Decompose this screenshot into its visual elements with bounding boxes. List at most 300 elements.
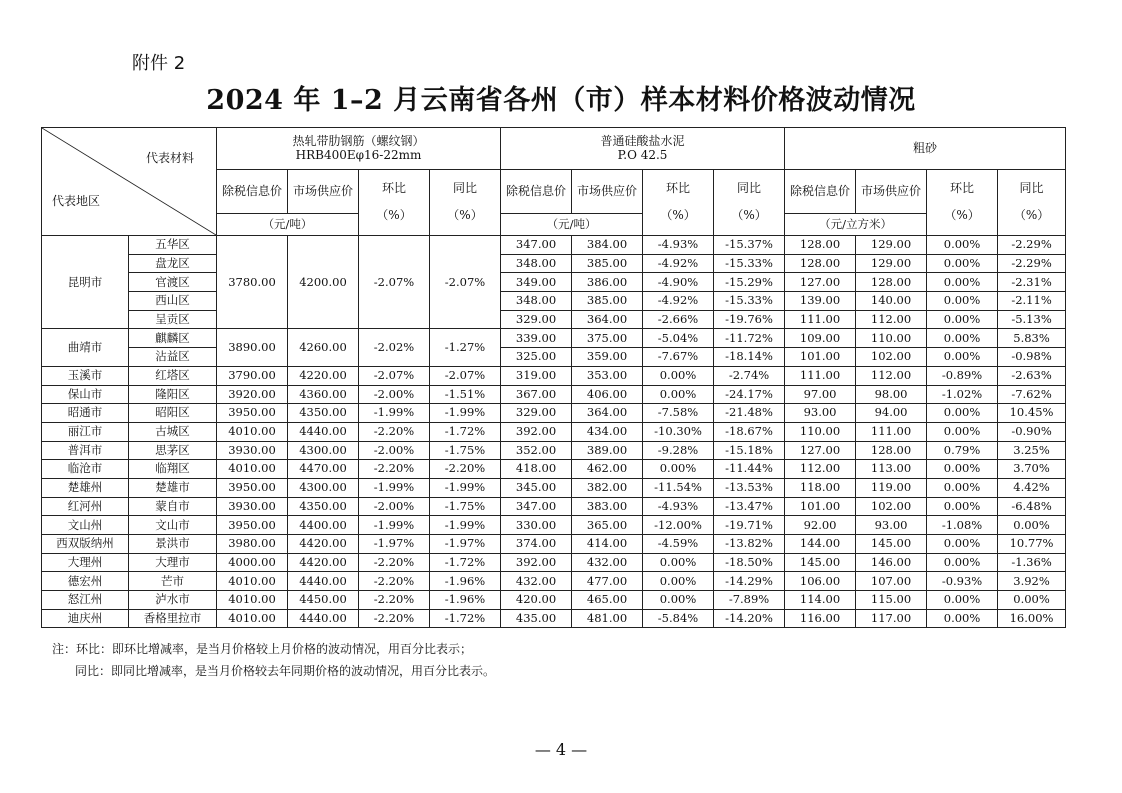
- cell-district: 芒市: [129, 572, 217, 591]
- cell-city: 丽江市: [42, 422, 129, 441]
- cell-steel-tax-excl: 3780.00: [217, 236, 288, 329]
- cell-city: 文山州: [42, 516, 129, 535]
- cell-steel-yoy: -1.51%: [430, 385, 501, 404]
- cell-cement-mom: 0.00%: [643, 460, 714, 479]
- cell-cement-tax-excl: 330.00: [501, 516, 572, 535]
- cell-steel-mom: -2.20%: [359, 591, 430, 610]
- cell-cement-market: 432.00: [572, 553, 643, 572]
- col-tax-excl-sand: 除税信息价: [785, 170, 856, 214]
- cell-cement-tax-excl: 348.00: [501, 292, 572, 311]
- cell-steel-tax-excl: 3950.00: [217, 516, 288, 535]
- cell-cement-tax-excl: 418.00: [501, 460, 572, 479]
- table-row: [42, 478, 1066, 497]
- cell-steel-yoy: -1.97%: [430, 535, 501, 554]
- cell-cement-yoy: -7.89%: [714, 591, 785, 610]
- cell-cement-market: 359.00: [572, 348, 643, 367]
- cell-sand-tax-excl: 112.00: [785, 460, 856, 479]
- cell-sand-yoy: 3.70%: [998, 460, 1066, 479]
- cell-city: 楚雄州: [42, 478, 129, 497]
- cell-sand-mom: 0.00%: [927, 478, 998, 497]
- cell-steel-mom: -1.99%: [359, 404, 430, 423]
- cell-sand-market: 119.00: [856, 478, 927, 497]
- cell-steel-market: 4300.00: [288, 441, 359, 460]
- cell-sand-yoy: 3.92%: [998, 572, 1066, 591]
- cell-cement-yoy: -19.71%: [714, 516, 785, 535]
- cell-city: 昆明市: [42, 236, 129, 329]
- cell-sand-mom: 0.00%: [927, 535, 998, 554]
- cell-sand-market: 146.00: [856, 553, 927, 572]
- cell-sand-mom: 0.00%: [927, 254, 998, 273]
- cell-sand-market: 110.00: [856, 329, 927, 348]
- cell-cement-tax-excl: 347.00: [501, 497, 572, 516]
- cell-city: 玉溪市: [42, 366, 129, 385]
- cell-cement-yoy: -18.50%: [714, 553, 785, 572]
- cell-sand-market: 102.00: [856, 497, 927, 516]
- table-row: [42, 441, 1066, 460]
- cell-sand-tax-excl: 109.00: [785, 329, 856, 348]
- cell-cement-tax-excl: 367.00: [501, 385, 572, 404]
- cell-sand-tax-excl: 116.00: [785, 609, 856, 628]
- cell-steel-tax-excl: 4010.00: [217, 591, 288, 610]
- cell-cement-tax-excl: 339.00: [501, 329, 572, 348]
- cell-steel-mom: -1.99%: [359, 516, 430, 535]
- cell-sand-yoy: -7.62%: [998, 385, 1066, 404]
- cell-cement-market: 481.00: [572, 609, 643, 628]
- cell-steel-mom: -2.20%: [359, 553, 430, 572]
- cell-sand-tax-excl: 118.00: [785, 478, 856, 497]
- cell-steel-market: 4300.00: [288, 478, 359, 497]
- cell-steel-yoy: -1.99%: [430, 516, 501, 535]
- cell-sand-yoy: -6.48%: [998, 497, 1066, 516]
- cell-steel-yoy: -1.96%: [430, 572, 501, 591]
- cell-sand-market: 111.00: [856, 422, 927, 441]
- table-row: [42, 404, 1066, 423]
- cell-sand-yoy: 3.25%: [998, 441, 1066, 460]
- cell-cement-yoy: -14.29%: [714, 572, 785, 591]
- cell-sand-market: 98.00: [856, 385, 927, 404]
- cell-sand-yoy: 10.45%: [998, 404, 1066, 423]
- table-row: [42, 273, 1066, 292]
- cell-steel-mom: -2.02%: [359, 329, 430, 366]
- cell-district: 古城区: [129, 422, 217, 441]
- cell-district: 沾益区: [129, 348, 217, 367]
- cell-district: 思茅区: [129, 441, 217, 460]
- cell-cement-tax-excl: 435.00: [501, 609, 572, 628]
- cell-steel-tax-excl: 3790.00: [217, 366, 288, 385]
- cell-steel-tax-excl: 3930.00: [217, 441, 288, 460]
- table-row: [42, 553, 1066, 572]
- note-mom: 注：环比：即环比增减率，是当月价格较上月价格的波动情况，用百分比表示；: [52, 642, 473, 656]
- cell-district: 官渡区: [129, 273, 217, 292]
- cell-district: 蒙自市: [129, 497, 217, 516]
- cell-cement-mom: -4.93%: [643, 497, 714, 516]
- cell-sand-yoy: 0.00%: [998, 516, 1066, 535]
- cell-sand-yoy: -1.36%: [998, 553, 1066, 572]
- cell-steel-tax-excl: 3950.00: [217, 478, 288, 497]
- cell-sand-market: 128.00: [856, 273, 927, 292]
- cell-district: 西山区: [129, 292, 217, 311]
- cell-sand-yoy: 4.42%: [998, 478, 1066, 497]
- cell-steel-yoy: -2.20%: [430, 460, 501, 479]
- cell-cement-tax-excl: 329.00: [501, 310, 572, 329]
- cell-cement-market: 375.00: [572, 329, 643, 348]
- cell-sand-mom: -0.89%: [927, 366, 998, 385]
- cell-sand-tax-excl: 111.00: [785, 310, 856, 329]
- cell-steel-mom: -1.99%: [359, 478, 430, 497]
- cell-steel-yoy: -1.75%: [430, 497, 501, 516]
- cell-sand-market: 129.00: [856, 236, 927, 255]
- cell-sand-mom: 0.00%: [927, 236, 998, 255]
- cell-sand-yoy: 0.00%: [998, 591, 1066, 610]
- table-row: [42, 254, 1066, 273]
- cell-cement-yoy: -14.20%: [714, 609, 785, 628]
- cell-district: 红塔区: [129, 366, 217, 385]
- page-title: 2024 年 1–2 月云南省各州（市）样本材料价格波动情况: [206, 85, 916, 116]
- cell-cement-tax-excl: 319.00: [501, 366, 572, 385]
- table-row: [42, 236, 1066, 255]
- cell-sand-tax-excl: 111.00: [785, 366, 856, 385]
- cell-sand-mom: 0.00%: [927, 310, 998, 329]
- cell-cement-tax-excl: 420.00: [501, 591, 572, 610]
- cell-cement-mom: 0.00%: [643, 385, 714, 404]
- cell-sand-yoy: -0.98%: [998, 348, 1066, 367]
- cell-steel-tax-excl: 3950.00: [217, 404, 288, 423]
- cell-cement-mom: -9.28%: [643, 441, 714, 460]
- cell-district: 泸水市: [129, 591, 217, 610]
- col-mom-cement: 环比 （%）: [643, 170, 714, 236]
- cell-city: 西双版纳州: [42, 535, 129, 554]
- cell-cement-tax-excl: 352.00: [501, 441, 572, 460]
- cell-cement-market: 365.00: [572, 516, 643, 535]
- cell-district: 景洪市: [129, 535, 217, 554]
- price-table: [41, 127, 1066, 628]
- cell-steel-market: 4420.00: [288, 553, 359, 572]
- unit-sand: （元/立方米）: [785, 214, 927, 236]
- cell-steel-mom: -1.97%: [359, 535, 430, 554]
- cell-cement-market: 465.00: [572, 591, 643, 610]
- cell-cement-mom: -4.90%: [643, 273, 714, 292]
- cell-steel-market: 4440.00: [288, 609, 359, 628]
- table-row: [42, 366, 1066, 385]
- cell-city: 红河州: [42, 497, 129, 516]
- cell-sand-market: 113.00: [856, 460, 927, 479]
- cell-steel-yoy: -1.72%: [430, 553, 501, 572]
- cell-steel-yoy: -1.75%: [430, 441, 501, 460]
- cell-sand-tax-excl: 127.00: [785, 273, 856, 292]
- cell-cement-market: 382.00: [572, 478, 643, 497]
- cell-steel-tax-excl: 4010.00: [217, 422, 288, 441]
- cell-steel-mom: -2.20%: [359, 572, 430, 591]
- table-row: [42, 329, 1066, 348]
- cell-cement-market: 364.00: [572, 310, 643, 329]
- note-yoy: 同比：即同比增减率，是当月价格较去年同期价格的波动情况，用百分比表示。: [75, 664, 496, 678]
- cell-cement-tax-excl: 329.00: [501, 404, 572, 423]
- cell-sand-tax-excl: 145.00: [785, 553, 856, 572]
- cell-sand-tax-excl: 106.00: [785, 572, 856, 591]
- corner-header: [42, 128, 217, 236]
- cell-sand-tax-excl: 92.00: [785, 516, 856, 535]
- cell-sand-tax-excl: 97.00: [785, 385, 856, 404]
- group-header-steel: 热轧带肋钢筋（螺纹钢） HRB400Eφ16-22mm: [217, 128, 501, 170]
- cell-cement-yoy: -15.33%: [714, 292, 785, 311]
- cell-city: 德宏州: [42, 572, 129, 591]
- table-row: [42, 609, 1066, 628]
- cell-sand-market: 145.00: [856, 535, 927, 554]
- table-row: [42, 572, 1066, 591]
- cell-sand-market: 117.00: [856, 609, 927, 628]
- cell-sand-market: 93.00: [856, 516, 927, 535]
- cell-sand-market: 102.00: [856, 348, 927, 367]
- cell-cement-yoy: -13.53%: [714, 478, 785, 497]
- cell-cement-market: 434.00: [572, 422, 643, 441]
- table-row: [42, 385, 1066, 404]
- cell-district: 香格里拉市: [129, 609, 217, 628]
- cell-cement-tax-excl: 349.00: [501, 273, 572, 292]
- attachment-label: 附件 2: [132, 53, 186, 74]
- cell-cement-market: 406.00: [572, 385, 643, 404]
- cell-sand-mom: 0.00%: [927, 591, 998, 610]
- cell-cement-yoy: -19.76%: [714, 310, 785, 329]
- table-row: [42, 310, 1066, 329]
- col-mom-sand: 环比 （%）: [927, 170, 998, 236]
- cell-sand-yoy: -2.29%: [998, 236, 1066, 255]
- cell-cement-yoy: -15.18%: [714, 441, 785, 460]
- cell-sand-tax-excl: 101.00: [785, 497, 856, 516]
- cell-cement-mom: -10.30%: [643, 422, 714, 441]
- cell-district: 五华区: [129, 236, 217, 255]
- cell-steel-yoy: -1.99%: [430, 404, 501, 423]
- cell-cement-mom: -5.84%: [643, 609, 714, 628]
- cell-cement-mom: -11.54%: [643, 478, 714, 497]
- cell-cement-market: 385.00: [572, 254, 643, 273]
- cell-steel-market: 4440.00: [288, 572, 359, 591]
- cell-cement-market: 383.00: [572, 497, 643, 516]
- cell-steel-mom: -2.20%: [359, 422, 430, 441]
- cell-sand-yoy: 10.77%: [998, 535, 1066, 554]
- cell-cement-yoy: -18.14%: [714, 348, 785, 367]
- cell-cement-yoy: -11.72%: [714, 329, 785, 348]
- cell-cement-market: 353.00: [572, 366, 643, 385]
- cell-sand-mom: -1.02%: [927, 385, 998, 404]
- cell-sand-yoy: 5.83%: [998, 329, 1066, 348]
- cell-cement-mom: -4.92%: [643, 254, 714, 273]
- cell-sand-mom: 0.79%: [927, 441, 998, 460]
- cell-sand-mom: 0.00%: [927, 292, 998, 311]
- cell-cement-yoy: -13.47%: [714, 497, 785, 516]
- cell-sand-mom: 0.00%: [927, 609, 998, 628]
- cell-sand-market: 112.00: [856, 366, 927, 385]
- cell-sand-tax-excl: 127.00: [785, 441, 856, 460]
- cell-cement-mom: -4.59%: [643, 535, 714, 554]
- cell-steel-tax-excl: 4010.00: [217, 572, 288, 591]
- cell-sand-yoy: -0.90%: [998, 422, 1066, 441]
- cell-cement-mom: 0.00%: [643, 591, 714, 610]
- cell-city: 曲靖市: [42, 329, 129, 366]
- col-market-sand: 市场供应价: [856, 170, 927, 214]
- cell-steel-tax-excl: 3920.00: [217, 385, 288, 404]
- cell-steel-yoy: -1.27%: [430, 329, 501, 366]
- cell-steel-mom: -2.00%: [359, 497, 430, 516]
- cell-steel-tax-excl: 4010.00: [217, 460, 288, 479]
- cell-sand-market: 140.00: [856, 292, 927, 311]
- cell-steel-yoy: -1.99%: [430, 478, 501, 497]
- cell-steel-market: 4440.00: [288, 422, 359, 441]
- cell-sand-mom: 0.00%: [927, 348, 998, 367]
- group-header-sand: 粗砂: [785, 128, 1066, 170]
- cell-cement-mom: 0.00%: [643, 553, 714, 572]
- cell-cement-mom: -5.04%: [643, 329, 714, 348]
- cell-sand-yoy: -5.13%: [998, 310, 1066, 329]
- cell-cement-mom: -7.58%: [643, 404, 714, 423]
- cell-district: 大理市: [129, 553, 217, 572]
- table-row: [42, 591, 1066, 610]
- cell-cement-yoy: -13.82%: [714, 535, 785, 554]
- cell-city: 怒江州: [42, 591, 129, 610]
- cell-cement-mom: 0.00%: [643, 572, 714, 591]
- cell-district: 昭阳区: [129, 404, 217, 423]
- cell-steel-tax-excl: 3930.00: [217, 497, 288, 516]
- cell-steel-market: 4420.00: [288, 535, 359, 554]
- cell-sand-mom: 0.00%: [927, 497, 998, 516]
- cell-city: 临沧市: [42, 460, 129, 479]
- cell-cement-yoy: -15.29%: [714, 273, 785, 292]
- cell-cement-mom: -12.00%: [643, 516, 714, 535]
- cell-steel-mom: -2.20%: [359, 609, 430, 628]
- cell-cement-yoy: -2.74%: [714, 366, 785, 385]
- cell-sand-yoy: -2.31%: [998, 273, 1066, 292]
- cell-district: 文山市: [129, 516, 217, 535]
- corner-region-label: 代表地区: [52, 194, 101, 209]
- col-market-cement: 市场供应价: [572, 170, 643, 214]
- table-row: [42, 497, 1066, 516]
- cell-sand-market: 112.00: [856, 310, 927, 329]
- col-tax-excl-steel: 除税信息价: [217, 170, 288, 214]
- cell-sand-yoy: -2.11%: [998, 292, 1066, 311]
- cell-cement-tax-excl: 345.00: [501, 478, 572, 497]
- cell-cement-yoy: -15.33%: [714, 254, 785, 273]
- col-mom-steel: 环比 （%）: [359, 170, 430, 236]
- notes: [52, 638, 495, 682]
- cell-district: 隆阳区: [129, 385, 217, 404]
- cell-sand-market: 129.00: [856, 254, 927, 273]
- table-row: [42, 292, 1066, 311]
- cell-district: 临翔区: [129, 460, 217, 479]
- cell-cement-tax-excl: 347.00: [501, 236, 572, 255]
- cell-city: 昭通市: [42, 404, 129, 423]
- cell-steel-market: 4360.00: [288, 385, 359, 404]
- cell-cement-market: 462.00: [572, 460, 643, 479]
- cell-cement-tax-excl: 374.00: [501, 535, 572, 554]
- cell-sand-mom: 0.00%: [927, 553, 998, 572]
- cell-steel-tax-excl: 3980.00: [217, 535, 288, 554]
- cell-steel-market: 4200.00: [288, 236, 359, 329]
- cell-city: 普洱市: [42, 441, 129, 460]
- cell-city: 保山市: [42, 385, 129, 404]
- cell-district: 呈贡区: [129, 310, 217, 329]
- cell-steel-mom: -2.07%: [359, 236, 430, 329]
- cell-cement-market: 414.00: [572, 535, 643, 554]
- cell-sand-market: 115.00: [856, 591, 927, 610]
- cell-cement-mom: -7.67%: [643, 348, 714, 367]
- cell-steel-yoy: -1.72%: [430, 609, 501, 628]
- cell-steel-tax-excl: 4000.00: [217, 553, 288, 572]
- cell-sand-mom: 0.00%: [927, 329, 998, 348]
- group-header-cement: 普通硅酸盐水泥 P.O 42.5: [501, 128, 785, 170]
- cell-steel-market: 4350.00: [288, 497, 359, 516]
- cell-cement-market: 477.00: [572, 572, 643, 591]
- unit-steel: （元/吨）: [217, 214, 359, 236]
- cell-steel-yoy: -2.07%: [430, 236, 501, 329]
- cell-cement-mom: -4.92%: [643, 292, 714, 311]
- cell-district: 麒麟区: [129, 329, 217, 348]
- cell-steel-tax-excl: 4010.00: [217, 609, 288, 628]
- cell-sand-mom: 0.00%: [927, 404, 998, 423]
- cell-city: 迪庆州: [42, 609, 129, 628]
- cell-sand-yoy: 16.00%: [998, 609, 1066, 628]
- table-row: [42, 348, 1066, 367]
- table-row: [42, 422, 1066, 441]
- cell-steel-yoy: -2.07%: [430, 366, 501, 385]
- cell-steel-market: 4450.00: [288, 591, 359, 610]
- table-row: [42, 460, 1066, 479]
- cell-cement-tax-excl: 392.00: [501, 553, 572, 572]
- cell-sand-mom: 0.00%: [927, 460, 998, 479]
- cell-sand-market: 128.00: [856, 441, 927, 460]
- cell-cement-market: 364.00: [572, 404, 643, 423]
- cell-steel-market: 4400.00: [288, 516, 359, 535]
- cell-sand-yoy: -2.63%: [998, 366, 1066, 385]
- cell-cement-tax-excl: 325.00: [501, 348, 572, 367]
- cell-cement-market: 384.00: [572, 236, 643, 255]
- cell-cement-yoy: -21.48%: [714, 404, 785, 423]
- cell-district: 盘龙区: [129, 254, 217, 273]
- cell-steel-market: 4260.00: [288, 329, 359, 366]
- cell-steel-yoy: -1.72%: [430, 422, 501, 441]
- cell-sand-mom: -0.93%: [927, 572, 998, 591]
- cell-cement-tax-excl: 392.00: [501, 422, 572, 441]
- corner-material-label: 代表材料: [145, 151, 194, 165]
- cell-steel-tax-excl: 3890.00: [217, 329, 288, 366]
- cell-cement-tax-excl: 348.00: [501, 254, 572, 273]
- cell-sand-tax-excl: 101.00: [785, 348, 856, 367]
- cell-cement-yoy: -11.44%: [714, 460, 785, 479]
- cell-cement-tax-excl: 432.00: [501, 572, 572, 591]
- cell-sand-tax-excl: 110.00: [785, 422, 856, 441]
- cell-steel-market: 4220.00: [288, 366, 359, 385]
- col-yoy-steel: 同比 （%）: [430, 170, 501, 236]
- cell-cement-market: 385.00: [572, 292, 643, 311]
- cell-steel-market: 4470.00: [288, 460, 359, 479]
- cell-cement-mom: 0.00%: [643, 366, 714, 385]
- table-row: [42, 516, 1066, 535]
- col-market-steel: 市场供应价: [288, 170, 359, 214]
- cell-steel-mom: -2.07%: [359, 366, 430, 385]
- cell-city: 大理州: [42, 553, 129, 572]
- cell-sand-mom: 0.00%: [927, 422, 998, 441]
- cell-sand-tax-excl: 114.00: [785, 591, 856, 610]
- cell-district: 楚雄市: [129, 478, 217, 497]
- cell-cement-market: 386.00: [572, 273, 643, 292]
- unit-cement: （元/吨）: [501, 214, 643, 236]
- cell-sand-tax-excl: 93.00: [785, 404, 856, 423]
- cell-sand-tax-excl: 128.00: [785, 254, 856, 273]
- table-row: [42, 535, 1066, 554]
- cell-sand-market: 107.00: [856, 572, 927, 591]
- cell-cement-market: 389.00: [572, 441, 643, 460]
- cell-cement-yoy: -24.17%: [714, 385, 785, 404]
- cell-steel-yoy: -1.96%: [430, 591, 501, 610]
- cell-sand-tax-excl: 128.00: [785, 236, 856, 255]
